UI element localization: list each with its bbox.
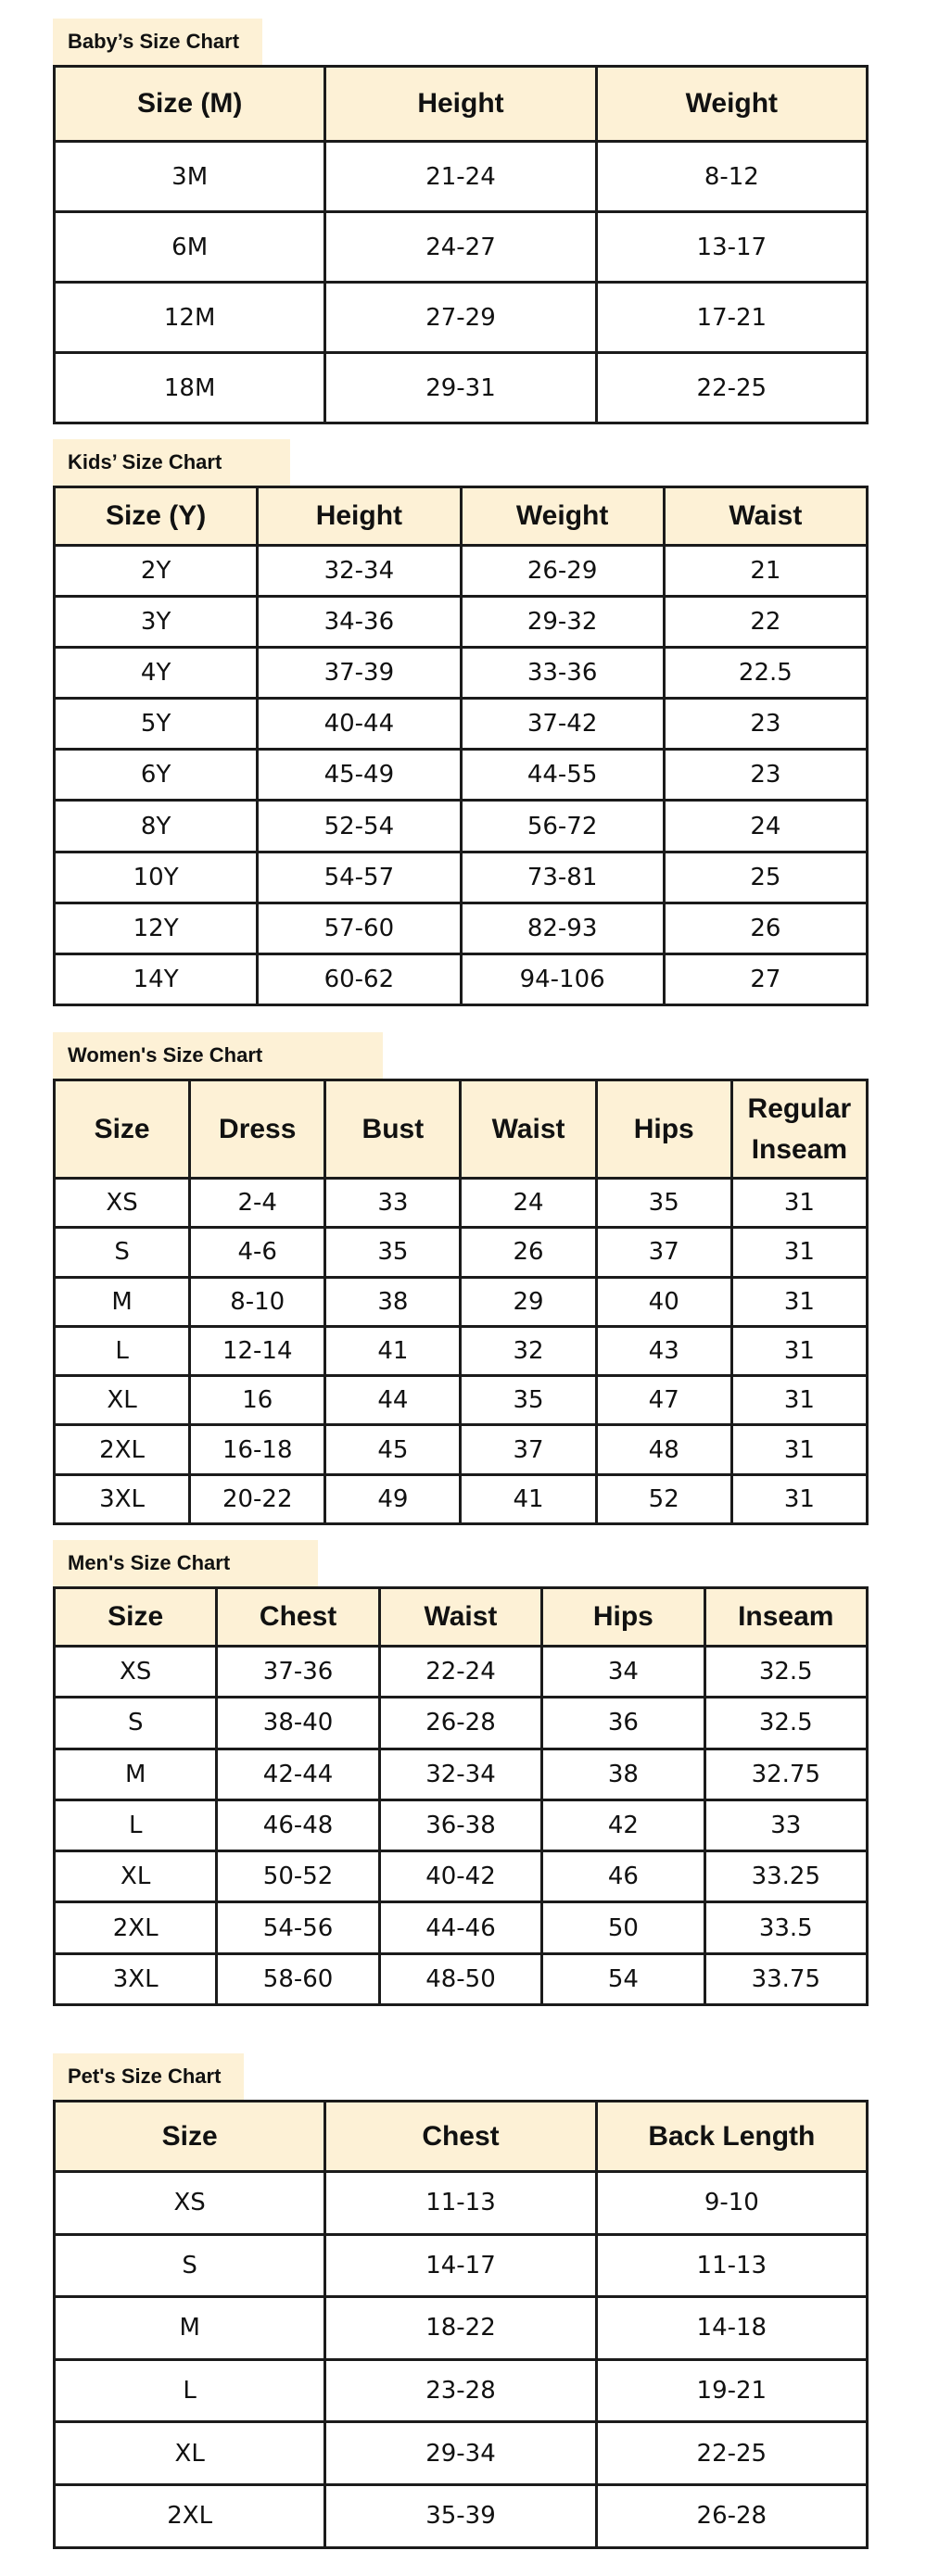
table-cell: 38 xyxy=(325,1277,461,1326)
table-cell: 22.5 xyxy=(664,648,867,699)
table-cell: 2XL xyxy=(55,1425,190,1474)
table-cell: 60-62 xyxy=(258,953,461,1004)
table-row xyxy=(55,699,868,750)
table-cell: 8Y xyxy=(55,801,258,852)
table-header-row xyxy=(55,487,868,546)
pet-chart-label: Pet's Size Chart xyxy=(53,2053,244,2100)
table-cell: 14-17 xyxy=(325,2234,596,2297)
table-row xyxy=(55,903,868,953)
table-cell: 11-13 xyxy=(325,2172,596,2235)
table-cell: 23 xyxy=(664,699,867,750)
table-cell: 21 xyxy=(664,546,867,597)
table-row xyxy=(55,1179,868,1228)
table-cell: 34 xyxy=(542,1647,704,1698)
table-cell: 16 xyxy=(190,1376,325,1425)
table-cell: 9-10 xyxy=(596,2172,867,2235)
table-cell: S xyxy=(55,1698,217,1749)
column-header: Regular Inseam xyxy=(731,1080,867,1179)
table-cell: 21-24 xyxy=(325,142,596,212)
table-cell: 23 xyxy=(664,750,867,801)
table-cell: 36-38 xyxy=(379,1799,541,1850)
table-cell: 2XL xyxy=(55,1902,217,1953)
table-cell: 47 xyxy=(596,1376,731,1425)
column-header: Inseam xyxy=(704,1588,867,1647)
table-row xyxy=(55,597,868,648)
table-cell: 35 xyxy=(461,1376,596,1425)
table-row xyxy=(55,1902,868,1953)
table-cell: 42-44 xyxy=(217,1749,379,1799)
table-row xyxy=(55,1376,868,1425)
table-cell: 8-12 xyxy=(596,142,867,212)
kids-size-table xyxy=(53,486,869,1006)
table-cell: 38 xyxy=(542,1749,704,1799)
table-row xyxy=(55,953,868,1004)
table-cell: 17-21 xyxy=(596,283,867,353)
table-cell: XL xyxy=(55,1376,190,1425)
table-row xyxy=(55,1277,868,1326)
table-cell: 26-28 xyxy=(596,2484,867,2547)
column-header: Chest xyxy=(217,1588,379,1647)
table-row xyxy=(55,1228,868,1277)
table-cell: 48-50 xyxy=(379,1953,541,2004)
table-row xyxy=(55,1647,868,1698)
table-cell: 2Y xyxy=(55,546,258,597)
table-cell: 36 xyxy=(542,1698,704,1749)
column-header: Height xyxy=(258,487,461,546)
table-cell: 6M xyxy=(55,212,325,283)
table-cell: S xyxy=(55,1228,190,1277)
column-header: Dress xyxy=(190,1080,325,1179)
table-row xyxy=(55,852,868,903)
table-cell: 2-4 xyxy=(190,1179,325,1228)
table-cell: 52-54 xyxy=(258,801,461,852)
table-cell: 26 xyxy=(461,1228,596,1277)
table-cell: 12Y xyxy=(55,903,258,953)
table-row xyxy=(55,1326,868,1375)
table-header-row xyxy=(55,1080,868,1179)
table-cell: M xyxy=(55,1749,217,1799)
kids-chart-label: Kids’ Size Chart xyxy=(53,439,290,486)
table-cell: 54 xyxy=(542,1953,704,2004)
table-cell: 34-36 xyxy=(258,597,461,648)
baby-chart-label: Baby’s Size Chart xyxy=(53,19,262,65)
column-header: Hips xyxy=(596,1080,731,1179)
table-header-row xyxy=(55,1588,868,1647)
table-cell: 44 xyxy=(325,1376,461,1425)
table-cell: 29-31 xyxy=(325,353,596,423)
table-cell: 33 xyxy=(704,1799,867,1850)
table-cell: 4-6 xyxy=(190,1228,325,1277)
table-cell: 37 xyxy=(461,1425,596,1474)
table-cell: 3Y xyxy=(55,597,258,648)
table-cell: 31 xyxy=(731,1425,867,1474)
table-cell: 22-25 xyxy=(596,353,867,423)
column-header: Size (Y) xyxy=(55,487,258,546)
table-cell: S xyxy=(55,2234,325,2297)
table-cell: 82-93 xyxy=(461,903,664,953)
table-row xyxy=(55,142,868,212)
table-cell: 37-39 xyxy=(258,648,461,699)
baby-size-table xyxy=(53,65,869,424)
table-cell: 35 xyxy=(596,1179,731,1228)
table-cell: 13-17 xyxy=(596,212,867,283)
table-cell: 3XL xyxy=(55,1474,190,1523)
table-row xyxy=(55,2359,868,2422)
table-cell: 38-40 xyxy=(217,1698,379,1749)
table-cell: 46-48 xyxy=(217,1799,379,1850)
table-cell: 31 xyxy=(731,1228,867,1277)
table-cell: 56-72 xyxy=(461,801,664,852)
table-cell: 32.75 xyxy=(704,1749,867,1799)
table-cell: 31 xyxy=(731,1474,867,1523)
table-cell: 40 xyxy=(596,1277,731,1326)
table-cell: 29-32 xyxy=(461,597,664,648)
table-cell: 5Y xyxy=(55,699,258,750)
table-cell: 94-106 xyxy=(461,953,664,1004)
table-cell: 18-22 xyxy=(325,2297,596,2360)
table-cell: 22-24 xyxy=(379,1647,541,1698)
table-row xyxy=(55,1953,868,2004)
table-cell: 50 xyxy=(542,1902,704,1953)
table-cell: 8-10 xyxy=(190,1277,325,1326)
table-cell: 10Y xyxy=(55,852,258,903)
table-cell: 32-34 xyxy=(379,1749,541,1799)
table-cell: 33.25 xyxy=(704,1851,867,1902)
women-size-chart-section xyxy=(53,1032,869,1513)
column-header: Waist xyxy=(379,1588,541,1647)
table-cell: 3M xyxy=(55,142,325,212)
pet-size-chart-section xyxy=(53,2053,869,2531)
table-cell: L xyxy=(55,1326,190,1375)
table-cell: 31 xyxy=(731,1179,867,1228)
table-cell: 32-34 xyxy=(258,546,461,597)
men-chart-label: Men's Size Chart xyxy=(53,1540,318,1586)
table-cell: 45 xyxy=(325,1425,461,1474)
men-size-table xyxy=(53,1586,869,2006)
table-cell: 58-60 xyxy=(217,1953,379,2004)
table-row xyxy=(55,1799,868,1850)
column-header: Weight xyxy=(461,487,664,546)
table-row xyxy=(55,2484,868,2547)
table-row xyxy=(55,750,868,801)
table-cell: M xyxy=(55,1277,190,1326)
table-row xyxy=(55,1425,868,1474)
table-cell: 44-46 xyxy=(379,1902,541,1953)
women-size-table xyxy=(53,1079,869,1525)
table-row xyxy=(55,1474,868,1523)
table-cell: 29 xyxy=(461,1277,596,1326)
table-cell: XL xyxy=(55,2422,325,2485)
table-row xyxy=(55,2172,868,2235)
table-cell: 33-36 xyxy=(461,648,664,699)
women-chart-label: Women's Size Chart xyxy=(53,1032,383,1079)
kids-size-chart-section xyxy=(53,439,869,993)
table-cell: 6Y xyxy=(55,750,258,801)
table-cell: 73-81 xyxy=(461,852,664,903)
column-header: Size xyxy=(55,1080,190,1179)
table-cell: XS xyxy=(55,1647,217,1698)
table-cell: 19-21 xyxy=(596,2359,867,2422)
table-row xyxy=(55,1698,868,1749)
table-cell: 32.5 xyxy=(704,1698,867,1749)
table-cell: 31 xyxy=(731,1326,867,1375)
table-cell: 48 xyxy=(596,1425,731,1474)
column-header: Waist xyxy=(461,1080,596,1179)
men-size-chart-section xyxy=(53,1540,869,1993)
column-header: Hips xyxy=(542,1588,704,1647)
table-cell: 42 xyxy=(542,1799,704,1850)
column-header: Weight xyxy=(596,67,867,142)
table-row xyxy=(55,2234,868,2297)
table-cell: 35-39 xyxy=(325,2484,596,2547)
table-header-row xyxy=(55,67,868,142)
table-cell: 22-25 xyxy=(596,2422,867,2485)
table-cell: 12-14 xyxy=(190,1326,325,1375)
table-cell: 37 xyxy=(596,1228,731,1277)
table-cell: 52 xyxy=(596,1474,731,1523)
table-cell: 12M xyxy=(55,283,325,353)
table-cell: 32 xyxy=(461,1326,596,1375)
table-cell: 33 xyxy=(325,1179,461,1228)
column-header: Size (M) xyxy=(55,67,325,142)
table-row xyxy=(55,2422,868,2485)
table-cell: 26-28 xyxy=(379,1698,541,1749)
table-cell: 49 xyxy=(325,1474,461,1523)
table-cell: 40-42 xyxy=(379,1851,541,1902)
table-row xyxy=(55,1851,868,1902)
table-cell: 57-60 xyxy=(258,903,461,953)
table-cell: 43 xyxy=(596,1326,731,1375)
table-cell: 4Y xyxy=(55,648,258,699)
column-header: Back Length xyxy=(596,2102,867,2172)
table-cell: XS xyxy=(55,2172,325,2235)
table-cell: L xyxy=(55,1799,217,1850)
table-cell: 54-57 xyxy=(258,852,461,903)
table-cell: 18M xyxy=(55,353,325,423)
table-header-row xyxy=(55,2102,868,2172)
table-cell: XL xyxy=(55,1851,217,1902)
table-cell: 23-28 xyxy=(325,2359,596,2422)
table-row xyxy=(55,1749,868,1799)
table-cell: 2XL xyxy=(55,2484,325,2547)
table-cell: 24-27 xyxy=(325,212,596,283)
table-cell: XS xyxy=(55,1179,190,1228)
table-cell: M xyxy=(55,2297,325,2360)
table-row xyxy=(55,648,868,699)
table-cell: 35 xyxy=(325,1228,461,1277)
table-cell: 16-18 xyxy=(190,1425,325,1474)
table-cell: 46 xyxy=(542,1851,704,1902)
table-cell: 50-52 xyxy=(217,1851,379,1902)
table-cell: 33.75 xyxy=(704,1953,867,2004)
table-cell: 25 xyxy=(664,852,867,903)
table-row xyxy=(55,546,868,597)
table-cell: 45-49 xyxy=(258,750,461,801)
table-cell: 41 xyxy=(325,1326,461,1375)
table-cell: 44-55 xyxy=(461,750,664,801)
table-cell: 24 xyxy=(461,1179,596,1228)
table-cell: L xyxy=(55,2359,325,2422)
table-cell: 31 xyxy=(731,1376,867,1425)
table-cell: 22 xyxy=(664,597,867,648)
column-header: Size xyxy=(55,1588,217,1647)
table-cell: 26 xyxy=(664,903,867,953)
table-cell: 33.5 xyxy=(704,1902,867,1953)
table-row xyxy=(55,2297,868,2360)
table-cell: 14Y xyxy=(55,953,258,1004)
table-row xyxy=(55,353,868,423)
table-cell: 20-22 xyxy=(190,1474,325,1523)
table-cell: 27-29 xyxy=(325,283,596,353)
table-cell: 40-44 xyxy=(258,699,461,750)
table-cell: 24 xyxy=(664,801,867,852)
baby-size-chart-section xyxy=(53,19,869,402)
column-header: Bust xyxy=(325,1080,461,1179)
table-row xyxy=(55,212,868,283)
column-header: Height xyxy=(325,67,596,142)
pet-size-table xyxy=(53,2100,869,2549)
column-header: Size xyxy=(55,2102,325,2172)
table-cell: 3XL xyxy=(55,1953,217,2004)
table-row xyxy=(55,283,868,353)
table-cell: 32.5 xyxy=(704,1647,867,1698)
column-header: Waist xyxy=(664,487,867,546)
table-cell: 54-56 xyxy=(217,1902,379,1953)
table-cell: 37-36 xyxy=(217,1647,379,1698)
table-cell: 37-42 xyxy=(461,699,664,750)
column-header: Chest xyxy=(325,2102,596,2172)
table-cell: 14-18 xyxy=(596,2297,867,2360)
table-cell: 29-34 xyxy=(325,2422,596,2485)
table-cell: 27 xyxy=(664,953,867,1004)
table-cell: 41 xyxy=(461,1474,596,1523)
table-cell: 11-13 xyxy=(596,2234,867,2297)
table-cell: 31 xyxy=(731,1277,867,1326)
table-row xyxy=(55,801,868,852)
table-cell: 26-29 xyxy=(461,546,664,597)
